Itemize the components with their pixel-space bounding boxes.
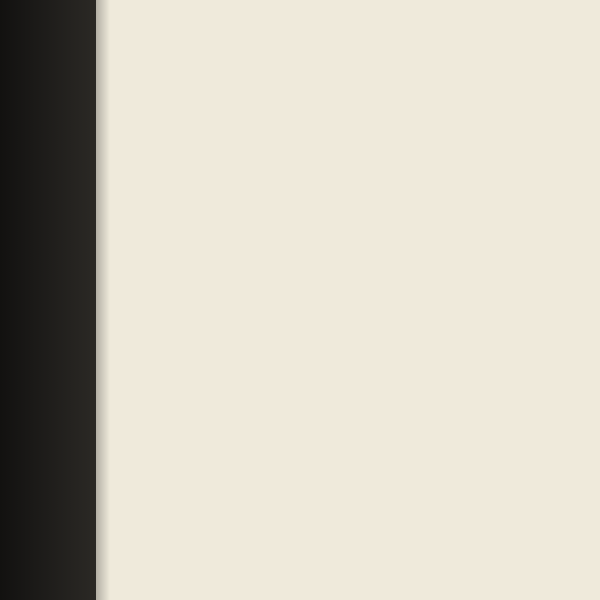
spine-shadow — [96, 0, 110, 600]
book-left-edge — [0, 0, 96, 600]
running-head — [104, 6, 464, 20]
book-page — [96, 0, 600, 600]
